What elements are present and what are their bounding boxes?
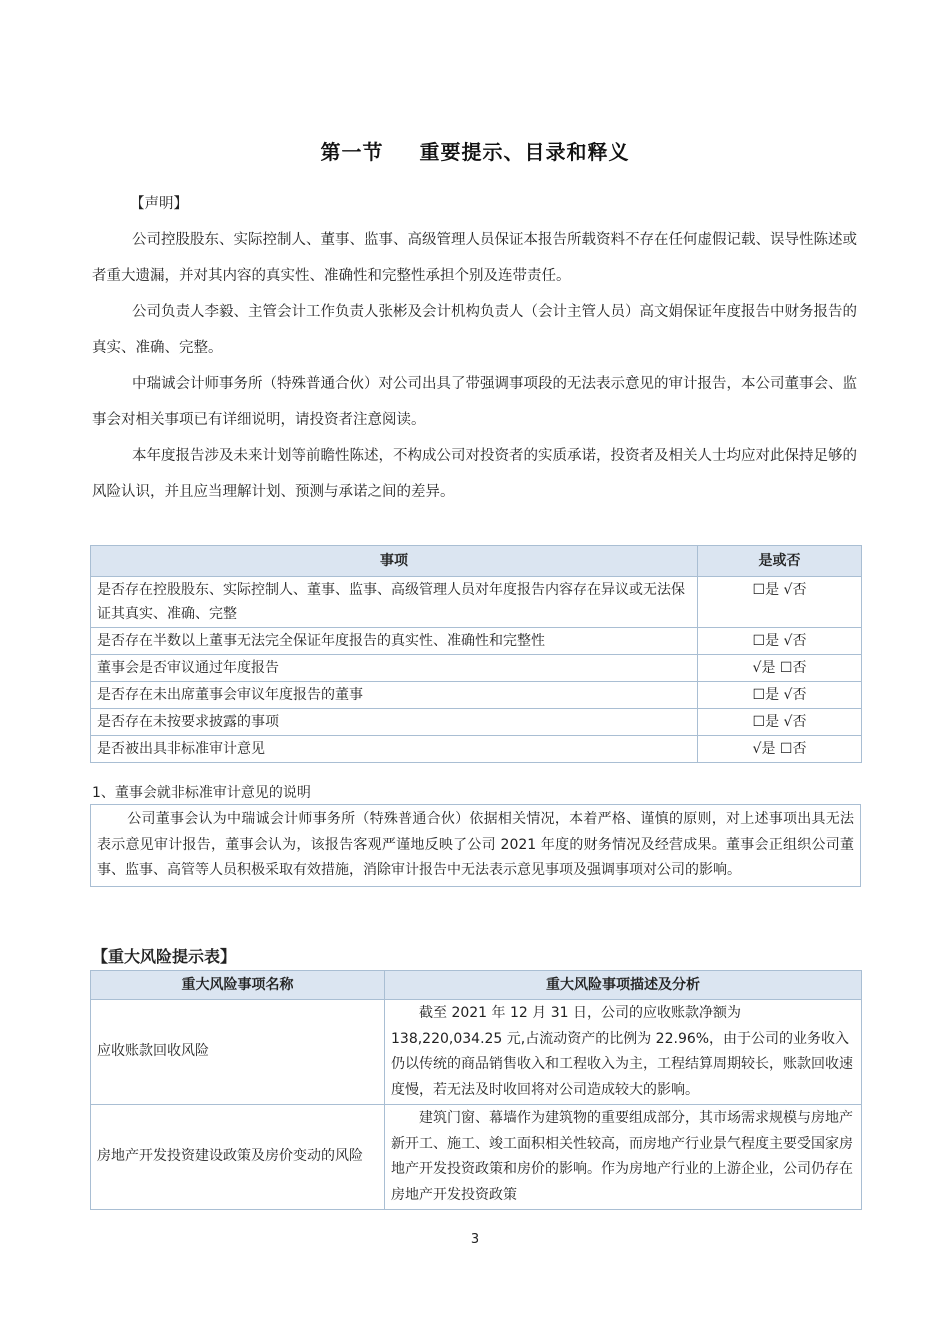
risk-table: [90, 970, 862, 1210]
confirmation-table: [90, 545, 862, 763]
risk-table-title: 【重大风险提示表】: [92, 947, 237, 966]
column-header-answer: 是或否: [698, 546, 862, 577]
table-row: [91, 1000, 862, 1105]
audit-note-heading: 1、董事会就非标准审计意见的说明: [92, 785, 311, 801]
table-row: [91, 1105, 862, 1210]
column-header-risk-name: 重大风险事项名称: [91, 971, 385, 1000]
table-row: [91, 736, 862, 763]
item-cell: 是否存在半数以上董事无法完全保证年度报告的真实性、准确性和完整性: [91, 628, 698, 655]
table-row: [91, 628, 862, 655]
answer-cell: ☐是 √否: [698, 577, 862, 628]
item-cell: 是否存在未出席董事会审议年度报告的董事: [91, 682, 698, 709]
audit-note-text: 公司董事会认为中瑞诚会计师事务所（特殊普通合伙）依据相关情况，本着严格、谨慎的原则，对上述事项出具无法表示意见审计报告，董事会认为，该报告客观严谨地反映了公司 2021 年度的财务情况及经营成果。董事会正组织公司董事、监事、高管等人员积极采取有效措施，消除审计报告中无法表示意见事项及强调事项对公司的影响。: [97, 811, 854, 878]
declaration-paragraph: 公司负责人李毅、主管会计工作负责人张彬及会计机构负责人（会计主管人员）高文娟保证年度报告中财务报告的真实、准确、完整。: [92, 304, 857, 356]
table-header-row: [91, 971, 862, 1000]
item-cell: 董事会是否审议通过年度报告: [91, 655, 698, 682]
answer-cell: ☐是 √否: [698, 709, 862, 736]
item-cell: 是否被出具非标准审计意见: [91, 736, 698, 763]
declaration-paragraph: 中瑞诚会计师事务所（特殊普通合伙）对公司出具了带强调事项段的无法表示意见的审计报告，本公司董事会、监事会对相关事项已有详细说明，请投资者注意阅读。: [92, 376, 857, 428]
page-number: 3: [470, 1232, 480, 1247]
table-row: [91, 709, 862, 736]
answer-cell: √是 ☐否: [698, 736, 862, 763]
item-cell: 是否存在控股股东、实际控制人、董事、监事、高级管理人员对年度报告内容存在异议或无法保证其真实、准确、完整: [91, 577, 698, 628]
risk-name-cell: 应收账款回收风险: [91, 1000, 385, 1105]
table-row: [91, 682, 862, 709]
item-cell: 是否存在未按要求披露的事项: [91, 709, 698, 736]
answer-cell: ☐是 √否: [698, 682, 862, 709]
answer-cell: ☐是 √否: [698, 628, 862, 655]
declaration-paragraph: 本年度报告涉及未来计划等前瞻性陈述，不构成公司对投资者的实质承诺，投资者及相关人士均应对此保持足够的风险认识，并且应当理解计划、预测与承诺之间的差异。: [92, 448, 857, 500]
risk-name-cell: 房地产开发投资建设政策及房价变动的风险: [91, 1105, 385, 1210]
section-name: 重要提示、目录和释义: [419, 140, 630, 164]
risk-desc-cell: 建筑门窗、幕墙作为建筑物的重要组成部分，其市场需求规模与房地产新开工、施工、竣工面积相关性较高，而房地产行业景气程度主要受国家房地产开发投资政策和房价的影响。作为房地产行业的上游企业，公司仍存在房地产开发投资政策: [385, 1105, 862, 1210]
column-header-item: 事项: [91, 546, 698, 577]
audit-note-box: [90, 804, 861, 887]
section-number: 第一节: [320, 140, 384, 164]
column-header-risk-desc: 重大风险事项描述及分析: [385, 971, 862, 1000]
risk-desc-cell: 截至 2021 年 12 月 31 日，公司的应收账款净额为 138,220,034.25 元,占流动资产的比例为 22.96%，由于公司的业务收入仍以传统的商品销售收入和工程收入为主，工程结算周期较长，账款回收速度慢，若无法及时收回将对公司造成较大的影响。: [385, 1000, 862, 1105]
declaration-paragraph: 公司控股股东、实际控制人、董事、监事、高级管理人员保证本报告所载资料不存在任何虚假记载、误导性陈述或者重大遗漏，并对其内容的真实性、准确性和完整性承担个别及连带责任。: [92, 232, 857, 284]
answer-cell: √是 ☐否: [698, 655, 862, 682]
page-title: [0, 136, 950, 165]
table-row: [91, 577, 862, 628]
declaration-heading: 【声明】: [130, 196, 188, 212]
table-row: [91, 655, 862, 682]
table-header-row: [91, 546, 862, 577]
